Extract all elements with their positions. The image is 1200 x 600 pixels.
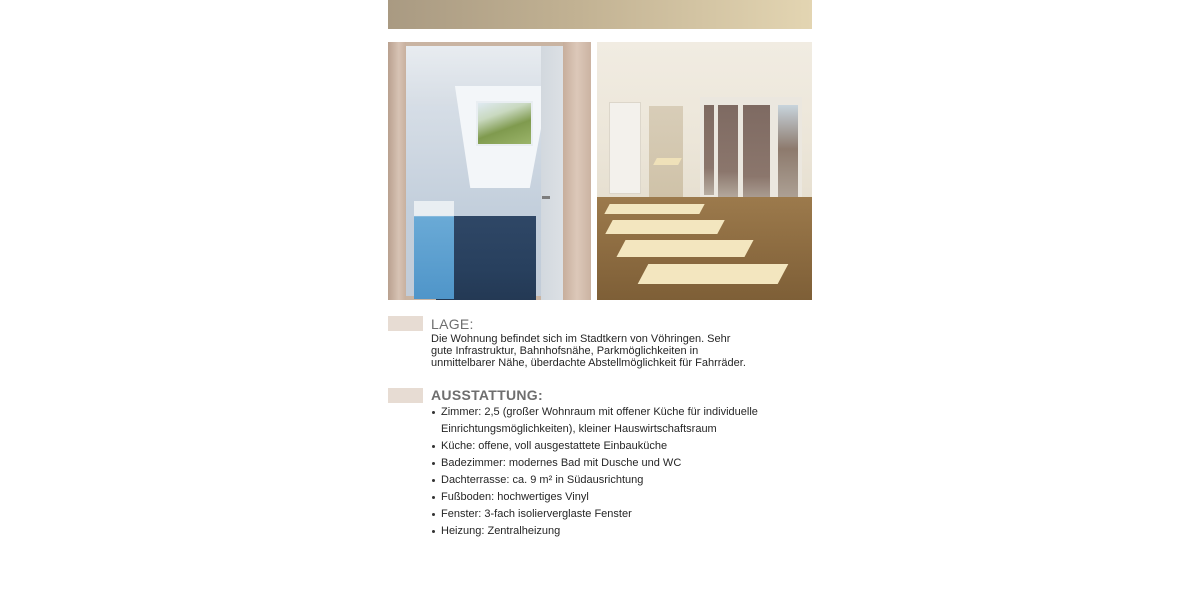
lage-accent-block (388, 316, 423, 331)
door-handle (542, 196, 550, 199)
sunlight-stripe (638, 264, 789, 284)
feature-item-zimmer: Zimmer: 2,5 (großer Wohnraum mit offener Küche für individuelle Einrichtungsmöglichkeiten), kleiner Hauswirtschaftsraum (431, 404, 771, 438)
feature-item-badezimmer: Badezimmer: modernes Bad mit Dusche und WC (431, 455, 771, 472)
door-frame-right (563, 42, 591, 300)
sunlight-stripe (653, 158, 682, 165)
feature-item-fussboden: Fußboden: hochwertiges Vinyl (431, 489, 771, 506)
feature-item-heizung: Heizung: Zentralheizung (431, 523, 771, 540)
ausstattung-list (431, 404, 771, 540)
feature-item-dachterrasse: Dachterrasse: ca. 9 m² in Südausrichtung (431, 472, 771, 489)
window-pane (718, 105, 738, 200)
sunlight-stripe (604, 204, 704, 214)
sunlight-stripe (605, 220, 724, 234)
sunlight-stripe (616, 240, 753, 257)
ausstattung-heading: AUSSTATTUNG: (431, 387, 543, 403)
living-room-photo (597, 42, 812, 300)
window-pane (704, 105, 714, 195)
lage-description: Die Wohnung befindet sich im Stadtkern von Vöhringen. Sehr gute Infrastruktur, Bahnhofsnähe, Parkmöglichkeiten in unmittelbarer Nähe, überdachte Abstellmöglichkeit für Fahrräder. (431, 333, 746, 370)
lage-heading: LAGE: (431, 316, 474, 332)
bathroom-interior (406, 46, 563, 296)
feature-item-kueche: Küche: offene, voll ausgestattete Einbauküche (431, 438, 771, 455)
skylight-window (476, 101, 533, 146)
bathroom-photo (388, 42, 591, 300)
ausstattung-accent-block (388, 388, 423, 403)
window-pane (743, 105, 770, 207)
radiator (609, 102, 641, 194)
door-frame-left (388, 42, 406, 300)
feature-item-fenster: Fenster: 3-fach isolierverglaste Fenster (431, 506, 771, 523)
bathroom-vanity (414, 201, 454, 299)
doorway (649, 106, 683, 198)
top-banner-image (388, 0, 812, 29)
